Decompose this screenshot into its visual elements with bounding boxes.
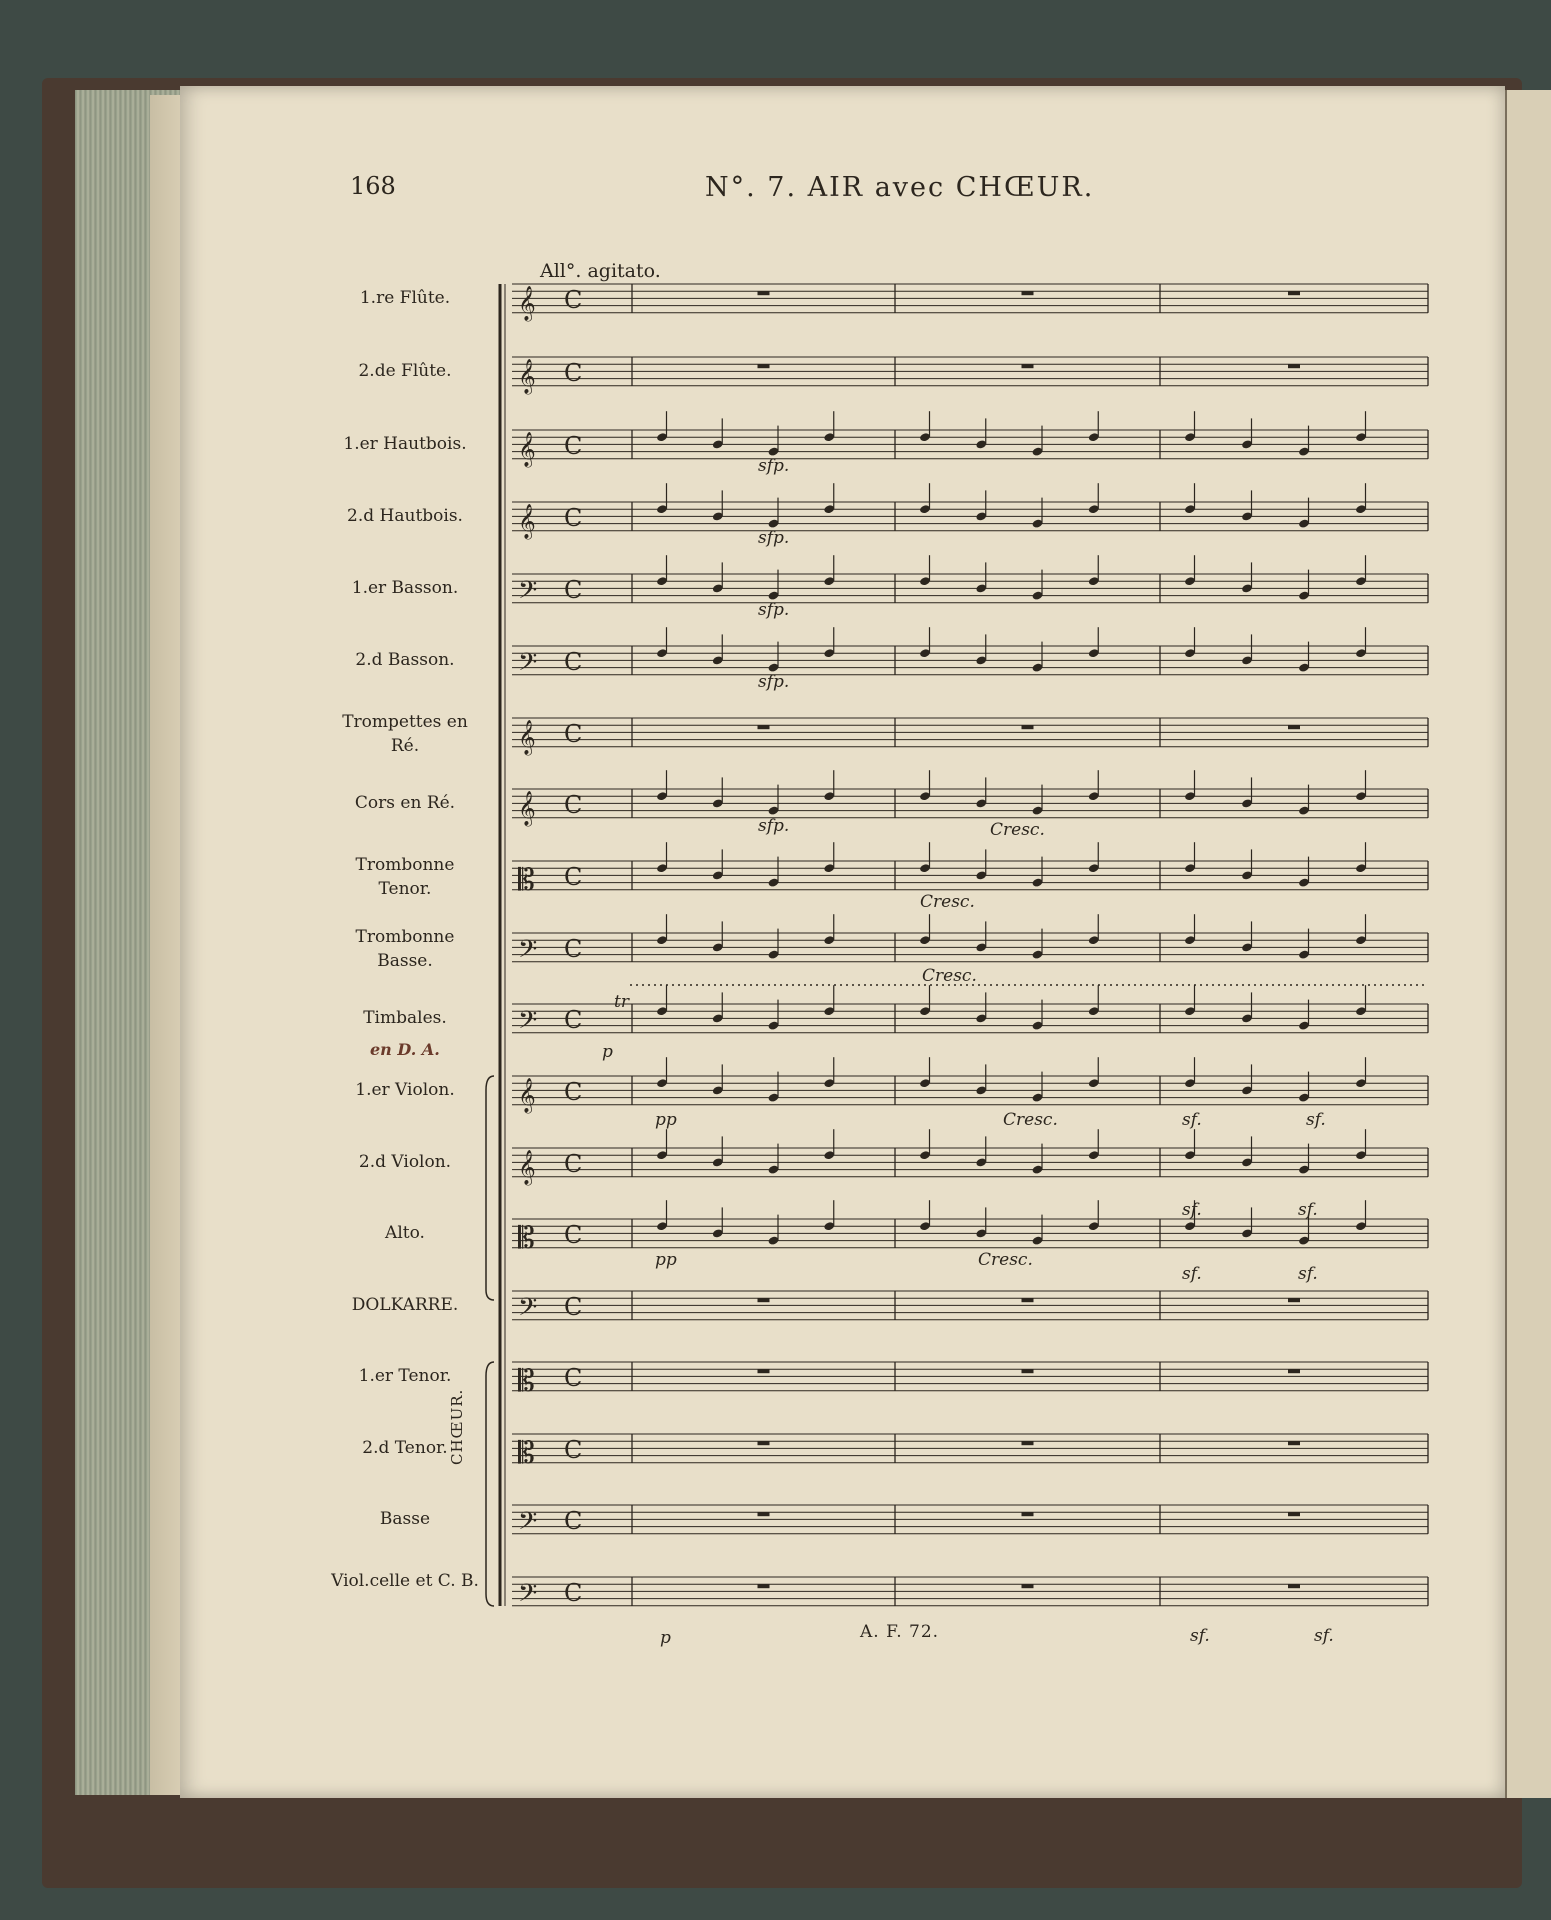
dynamic-marking: sf. xyxy=(1298,1200,1318,1220)
dynamic-marking: Cresc. xyxy=(1003,1110,1058,1130)
dynamic-marking: sf. xyxy=(1182,1200,1202,1220)
clef-glyph: 𝄞 xyxy=(518,358,536,394)
whole-rest xyxy=(758,1298,770,1302)
clef-glyph: 𝄢 xyxy=(518,1292,538,1328)
whole-rest xyxy=(1288,1512,1300,1516)
dynamic-marking: Cresc. xyxy=(990,820,1045,840)
choir-bracket xyxy=(486,1362,494,1606)
time-signature: C xyxy=(564,1149,583,1178)
instrument-label: 1.er Hautbois. xyxy=(343,434,467,454)
clef-glyph: 𝄞 xyxy=(518,285,536,321)
whole-rest xyxy=(1288,1584,1300,1588)
instrument-label: Alto. xyxy=(385,1223,425,1243)
instrument-label: Timbales. xyxy=(363,1008,447,1028)
clef-glyph: 𝄞 xyxy=(518,719,536,755)
whole-rest xyxy=(1288,1369,1300,1373)
clef-glyph: 𝄞 xyxy=(518,1077,536,1113)
instrument-label: 1.er Tenor. xyxy=(358,1366,452,1386)
dynamic-marking: pp xyxy=(655,1250,677,1270)
whole-rest xyxy=(1022,291,1034,295)
whole-rest xyxy=(1288,1298,1300,1302)
instrument-label: 1.er Violon. xyxy=(355,1080,455,1100)
time-signature: C xyxy=(564,790,583,819)
time-signature: C xyxy=(564,1077,583,1106)
whole-rest xyxy=(1022,1298,1034,1302)
instrument-label: 1.er Basson. xyxy=(351,578,459,598)
dynamic-marking: sfp. xyxy=(758,672,790,692)
time-signature: C xyxy=(564,1363,583,1392)
choir-bracket-label: CHŒUR. xyxy=(448,1388,466,1465)
time-signature: C xyxy=(564,934,583,963)
time-signature: C xyxy=(564,503,583,532)
handwritten-annotation: en D. A. xyxy=(370,1040,440,1059)
instrument-label: Trombonne Basse. xyxy=(355,927,455,971)
dynamic-marking: Cresc. xyxy=(922,966,977,986)
whole-rest xyxy=(758,1512,770,1516)
instrument-label: Basse xyxy=(379,1509,431,1529)
whole-rest xyxy=(758,725,770,729)
clef-glyph: 𝄡 xyxy=(518,1363,535,1399)
dynamic-marking: sf. xyxy=(1182,1264,1202,1284)
time-signature: C xyxy=(564,1292,583,1321)
whole-rest xyxy=(758,1584,770,1588)
dynamic-marking: p xyxy=(660,1628,671,1648)
whole-rest xyxy=(1288,725,1300,729)
instrument-label: 1.re Flûte. xyxy=(359,288,451,308)
whole-rest xyxy=(1022,1441,1034,1445)
dynamic-marking: sf. xyxy=(1314,1626,1334,1646)
time-signature: C xyxy=(564,575,583,604)
time-signature: C xyxy=(564,431,583,460)
time-signature: C xyxy=(564,862,583,891)
time-signature: C xyxy=(564,1578,583,1607)
whole-rest xyxy=(1022,725,1034,729)
time-signature: C xyxy=(564,1005,583,1034)
dynamic-marking: Cresc. xyxy=(978,1250,1033,1270)
instrument-label: Viol.celle et C. B. xyxy=(331,1571,479,1591)
whole-rest xyxy=(758,291,770,295)
dynamic-marking: tr xyxy=(614,992,629,1012)
whole-rest xyxy=(1022,1512,1034,1516)
instrument-label: 2.d Tenor. xyxy=(362,1438,448,1458)
instrument-label: 2.d Violon. xyxy=(358,1152,452,1172)
page-number: 168 xyxy=(350,172,396,200)
dynamic-marking: sfp. xyxy=(758,456,790,476)
dynamic-marking: p xyxy=(602,1042,613,1062)
dynamic-marking: sfp. xyxy=(758,528,790,548)
clef-glyph: 𝄢 xyxy=(518,647,538,683)
time-signature: C xyxy=(564,1220,583,1249)
instrument-label: 2.de Flûte. xyxy=(358,361,452,381)
whole-rest xyxy=(758,1369,770,1373)
time-signature: C xyxy=(564,719,583,748)
clef-glyph: 𝄡 xyxy=(518,1435,535,1471)
whole-rest xyxy=(1022,1584,1034,1588)
dynamic-marking: sf. xyxy=(1182,1110,1202,1130)
clef-glyph: 𝄞 xyxy=(518,790,536,826)
plate-number: A. F. 72. xyxy=(860,1622,940,1642)
dynamic-marking: Cresc. xyxy=(920,892,975,912)
clef-glyph: 𝄞 xyxy=(518,1149,536,1185)
whole-rest xyxy=(1288,291,1300,295)
dynamic-marking: sfp. xyxy=(758,816,790,836)
clef-glyph: 𝄢 xyxy=(518,934,538,970)
piece-title: N°. 7. AIR avec CHŒUR. xyxy=(705,172,1095,203)
time-signature: C xyxy=(564,1435,583,1464)
clef-glyph: 𝄢 xyxy=(518,1578,538,1614)
clef-glyph: 𝄞 xyxy=(518,431,536,467)
strings-bracket xyxy=(486,1076,494,1300)
dynamic-marking: pp xyxy=(655,1110,677,1130)
instrument-label: Cors en Ré. xyxy=(354,793,456,813)
clef-glyph: 𝄢 xyxy=(518,575,538,611)
tempo-marking: All°. agitato. xyxy=(540,260,661,282)
dynamic-marking: sf. xyxy=(1306,1110,1326,1130)
dynamic-marking: sfp. xyxy=(758,600,790,620)
whole-rest xyxy=(1022,1369,1034,1373)
clef-glyph: 𝄞 xyxy=(518,503,536,539)
time-signature: C xyxy=(564,647,583,676)
whole-rest xyxy=(1288,364,1300,368)
time-signature: C xyxy=(564,1506,583,1535)
time-signature: C xyxy=(564,285,583,314)
instrument-label: Trompettes en Ré. xyxy=(342,712,468,756)
whole-rest xyxy=(1288,1441,1300,1445)
dynamic-marking: sf. xyxy=(1190,1626,1210,1646)
clef-glyph: 𝄢 xyxy=(518,1005,538,1041)
instrument-label: Trombonne Tenor. xyxy=(355,855,455,899)
whole-rest xyxy=(1022,364,1034,368)
whole-rest xyxy=(758,364,770,368)
clef-glyph: 𝄡 xyxy=(518,1220,535,1256)
clef-glyph: 𝄡 xyxy=(518,862,535,898)
instrument-label: 2.d Hautbois. xyxy=(347,506,463,526)
time-signature: C xyxy=(564,358,583,387)
clef-glyph: 𝄢 xyxy=(518,1506,538,1542)
dynamic-marking: sf. xyxy=(1298,1264,1318,1284)
instrument-label: DOLKARRE. xyxy=(351,1295,459,1315)
instrument-label: 2.d Basson. xyxy=(355,650,455,670)
whole-rest xyxy=(758,1441,770,1445)
